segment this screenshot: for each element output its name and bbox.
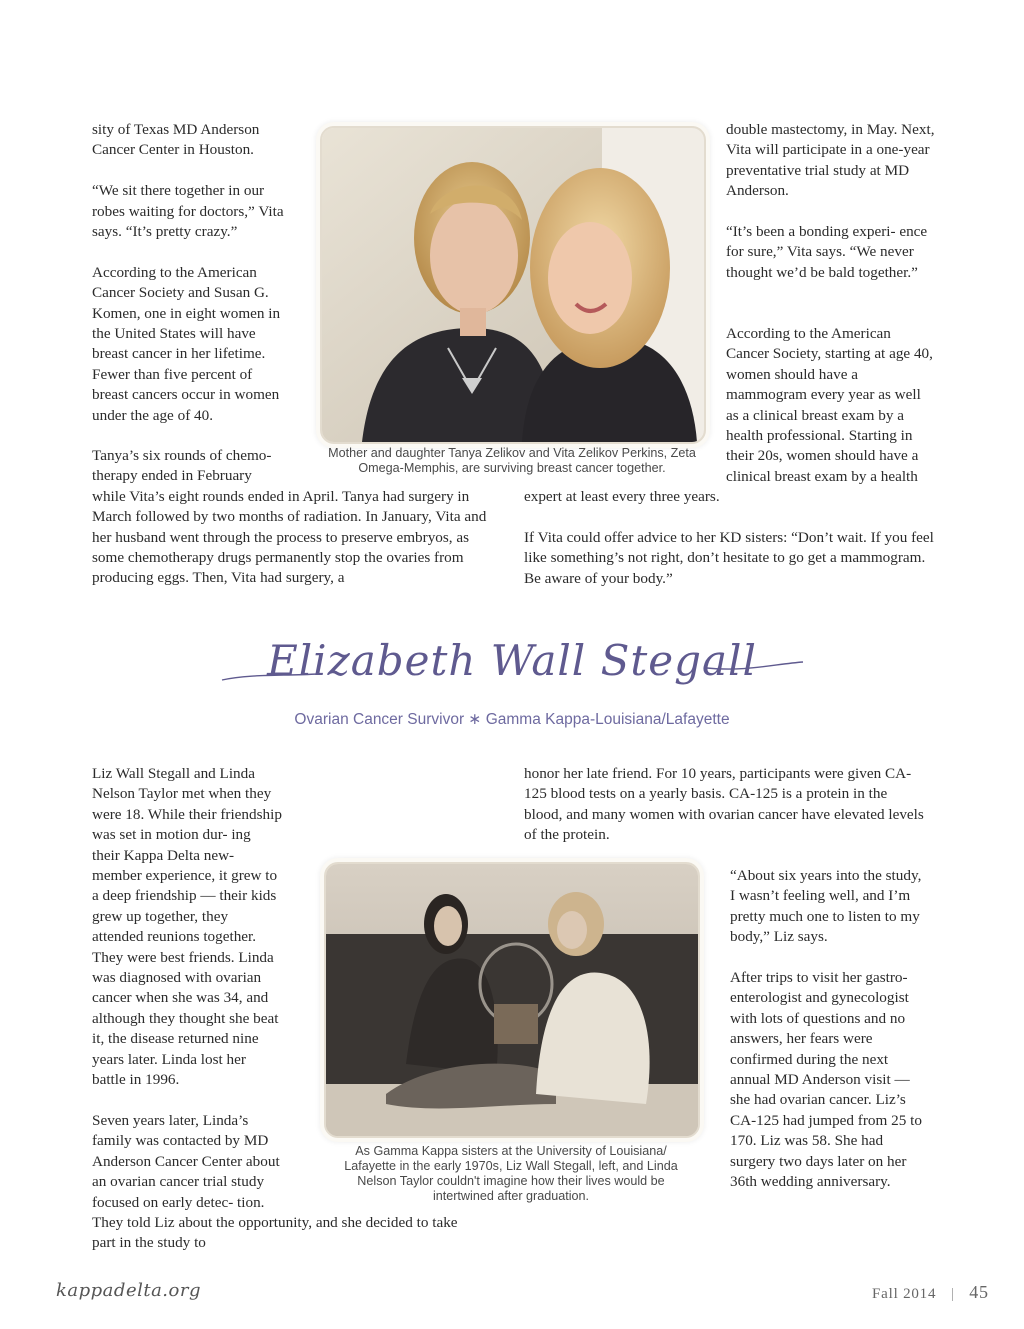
photo-gamma-kappa-sisters (324, 862, 700, 1138)
paragraph: Liz Wall Stegall and Linda Nelson Taylor met when they were 18. While their friendship was set in motion dur- ing their Kappa Delta new-member experience, it grew to a deep friendship — their kids grew up together, they attended reunions together. They were best friends. Linda was diagnosed with ovarian cancer when she was 34, and although they thought she beat it, the disease returned nine years later. Linda lost her battle in 1996. (92, 765, 282, 1089)
footer-issue: Fall 2014 (872, 1286, 937, 1302)
section-subtitle: Ovarian Cancer Survivor ∗ Gamma Kappa-Louisiana/Lafayette (294, 711, 730, 728)
paragraph: double mastectomy, in May. Next, Vita will participate in a one-year preventative trial study at MD Anderson. (726, 121, 935, 200)
paragraph: Tanya’s six rounds of chemo- therapy ended in February while Vita’s eight rounds ended in April. Tanya had surgery in March followed by two months of radiation. In January, Vita and her husband went through the process to preserve embryos, as some chemotherapy drugs permanently stop the ovaries from producing eggs. Then, Vita had surgery, a (92, 447, 487, 587)
photo-mother-daughter (320, 126, 706, 444)
page-number: 45 (969, 1282, 989, 1302)
section-heading-name: Elizabeth Wall Stegall (267, 636, 757, 685)
article2-right-column-top (524, 764, 926, 846)
article2-right-column (730, 866, 930, 1213)
photo-illustration (322, 128, 704, 442)
photo-caption: Mother and daughter Tanya Zelikov and Vita Zelikov Perkins, Zeta Omega-Memphis, are surviving breast cancer together. (328, 446, 696, 475)
paragraph: honor her late friend. For 10 years, participants were given CA-125 blood tests on a yearly basis. CA-125 is a protein in the blood, and many women with ovarian cancer have elevated levels of the protein. (524, 765, 924, 844)
footer-issue-page (872, 1282, 989, 1303)
paragraph: According to the American Cancer Society and Susan G. Komen, one in eight women in the United States will have breast cancer in her lifetime. Fewer than five percent of breast cancers occur in women under the age of 40. (92, 263, 281, 424)
paragraph: Seven years later, Linda’s family was contacted by MD Anderson Cancer Center about an ovarian cancer trial study focused on early detec- tion. They told Liz about the opportunity, and she decided to take part in the study to (92, 1111, 458, 1252)
photo-illustration (326, 864, 698, 1136)
paragraph: After trips to visit her gastro- enterologist and gynecologist with lots of questions and no answers, her fears were confirmed during the next annual MD Anderson visit — she had ovarian cancer. Liz’s CA-125 had jumped from 25 to 170. Liz was 58. She had surgery two days later on her 36th wedding anniversary. (730, 969, 922, 1191)
paragraph: If Vita could offer advice to her KD sisters: “Don’t wait. If you feel like something’s not right, don’t hesitate to go get a mammogram. Be aware of your body.” (524, 529, 934, 587)
paragraph: “It’s been a bonding experi- ence for sure,” Vita says. “We never thought we’d be bald together.” (726, 223, 928, 281)
paragraph: sity of Texas MD Anderson Cancer Center in Houston. (92, 121, 260, 159)
article1-left-column (92, 120, 292, 446)
paragraph: “We sit there together in our robes waiting for doctors,” Vita says. “It’s pretty crazy.” (92, 182, 284, 241)
paragraph: “About six years into the study, I wasn’t feeling well, and I’m pretty much one to listen to my body,” Liz says. (730, 867, 922, 946)
footer-separator: | (950, 1286, 955, 1302)
article1-right-column (726, 120, 936, 304)
paragraph: According to the American Cancer Society, starting at age 40, women should have a mammogram every year as well as a clinical breast exam by a health professional. Starting in their 20s, women should have a clinical breast exam by a health expert at least every three years. (524, 325, 933, 506)
footer-site: kappadelta.org (56, 1280, 201, 1301)
photo-caption: As Gamma Kappa sisters at the University of Louisiana/ Lafayette in the early 1970s, Liz Wall Stegall, left, and Linda Nelson Taylor couldn't imagine how their lives would be intertwined after graduation. (344, 1144, 678, 1203)
